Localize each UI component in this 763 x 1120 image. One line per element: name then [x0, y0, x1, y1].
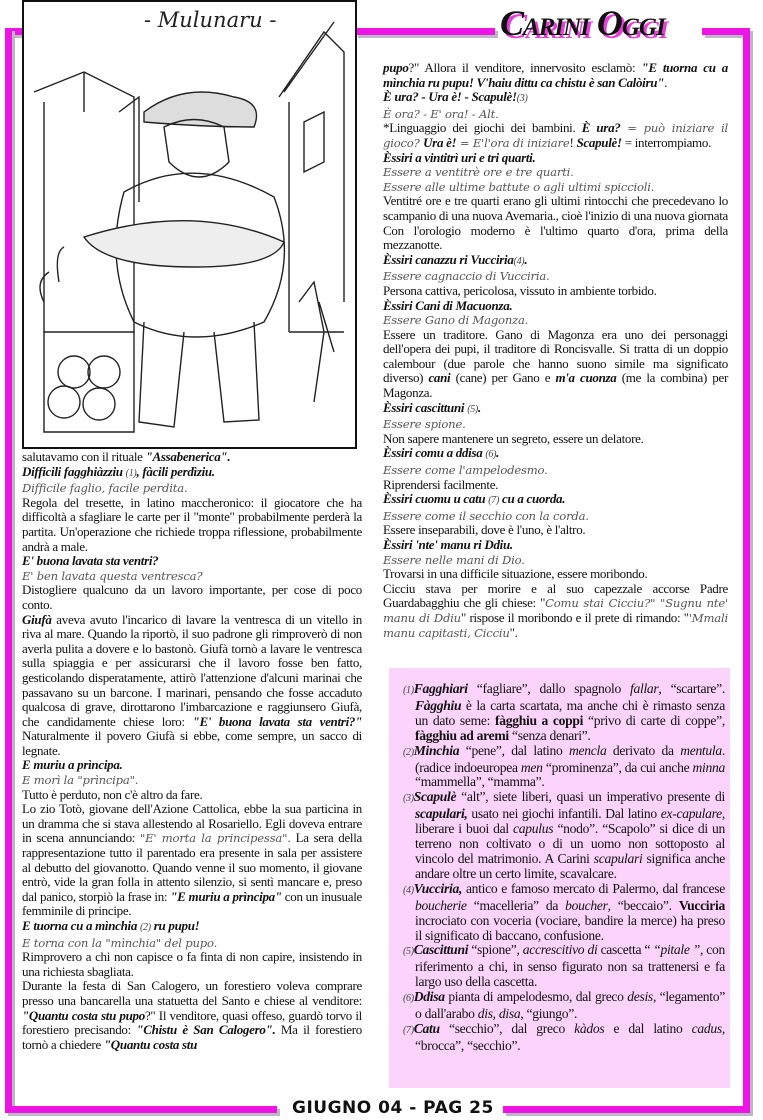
text-run: Vucciria — [678, 897, 725, 913]
text-run: desis — [627, 989, 653, 1005]
text-run: “spione”, — [468, 942, 523, 958]
footnote — [403, 943, 725, 990]
text-run: Persona cattiva, pericolosa, vissuto in ambiente torbido. — [383, 282, 657, 298]
text-run: ex-capulare — [660, 806, 722, 822]
text-run: scapulari — [593, 850, 643, 866]
paragraph — [383, 582, 728, 640]
text-run: ". — [509, 624, 518, 640]
text-run: cadus — [691, 1020, 722, 1036]
paragraph — [383, 107, 728, 122]
text-run: , liberare i buoi dal — [415, 806, 725, 837]
text-run: Catu — [413, 1020, 440, 1036]
paragraph — [22, 979, 362, 1052]
footnote-ref: (6) — [485, 449, 497, 461]
paragraph — [383, 299, 728, 314]
text-run: 'Mmali manu capitasti, Cicciu — [383, 610, 728, 640]
paragraph — [22, 554, 362, 569]
text-run: , “brocca”, “secchio”. — [415, 1020, 725, 1053]
text-run: . — [496, 445, 500, 461]
text-run: Essere come il secchio con la corda. — [383, 508, 589, 523]
paragraph — [22, 496, 362, 554]
paragraph — [22, 583, 362, 612]
text-run: ?" Allora il venditore, innervosito esclamò: — [408, 60, 642, 75]
text-run: "E' buona lavata sta ventri?" — [192, 713, 362, 729]
paragraph — [383, 180, 728, 195]
text-run: accrescitivo di — [522, 942, 598, 958]
footnote-ref: (4) — [513, 255, 525, 267]
text-run: Essere Gano di Magonza. — [383, 313, 529, 328]
text-run: usato nei giochi infantili. Dal latino — [467, 806, 661, 822]
paragraph — [383, 284, 728, 299]
text-run: "Chistu è San Calogero". — [136, 1022, 276, 1038]
text-run: Difficile faglio, facile perdita. — [22, 481, 188, 496]
text-run: mentula — [680, 742, 722, 758]
text-run: Scapulè! — [576, 134, 622, 150]
footnote-ref: (7) — [488, 495, 500, 507]
text-run: aveva avuto l'incarico di lavare la ventresca di un vitello in riva al mare. Quando la riportò, il suo padrone gli rimproverò di non averla pulita a dovere e lo bastonò. Giufà tornò a lavare le ventresca sulla spiaggia e per assicurarsi che il lavoro fosse ben fatto, gesticolando disperatamente, attirò l'attenzione d'alcuni marinai che passavano su un barcone. I marinari, pensando che fosse accaduto qualcosa di grave, dirottarono l'imbarcazione e raggiunsero Giufà, che candidamente chiese loro: — [22, 611, 362, 729]
text-run: , “giungo”. — [520, 1006, 578, 1022]
text-run: men — [520, 759, 543, 775]
text-run: “secchio”, dal greco — [439, 1020, 575, 1036]
paragraph — [383, 523, 728, 538]
text-run: boucherie — [415, 897, 467, 913]
text-run: "E tuorna cu a mìnchia ru pupu! V'haiu dittu ca chistu è san Calòiru" — [383, 60, 728, 90]
text-run: Fagghiari — [413, 681, 468, 696]
text-run: Essere cagnaccio di Vucciria. — [383, 269, 550, 284]
text-run: "Quantu costa stu — [103, 1036, 198, 1052]
text-run: pianta di ampelodesmo, dal greco — [444, 989, 628, 1005]
right-column-text — [383, 61, 728, 640]
footnote — [403, 1022, 725, 1054]
paragraph — [383, 269, 728, 284]
text-run: E morì la "prìncipa". — [22, 773, 139, 788]
text-run: fàgghiu a coppi — [494, 712, 584, 728]
footnote-ref: (6) — [403, 993, 414, 1005]
text-run: . (radice indoeuropea — [415, 742, 725, 775]
paragraph — [383, 478, 728, 493]
frame-bottom-left — [5, 1106, 277, 1113]
text-run: minna — [692, 759, 725, 775]
paragraph — [383, 328, 728, 401]
illustration-mulunaru — [22, 0, 357, 449]
text-run: , “scartare”. — [658, 681, 725, 696]
text-run: con un inusuale femminile di principe. — [22, 888, 362, 919]
frame-right — [743, 28, 750, 1113]
frame-left — [5, 28, 12, 1113]
text-run: Tutto è perduto, non c'è altro da fare. — [22, 786, 203, 802]
text-run: E' ben lavata questa ventresca? — [22, 568, 203, 583]
text-run: “pitale ” — [653, 942, 701, 958]
footnote-ref: (3) — [516, 93, 528, 105]
text-run: Cascittuni — [413, 942, 469, 958]
footnote-ref: (2) — [140, 922, 151, 933]
paragraph — [22, 481, 362, 496]
text-run: “fagliare”, dallo spagnolo — [467, 681, 630, 696]
text-run: dis, disa — [477, 1006, 521, 1022]
text-run: "E' morta la principessa". — [139, 831, 291, 846]
text-run: (cane) per Gano e — [450, 370, 556, 386]
text-run: e dal latino — [604, 1020, 692, 1036]
paragraph — [383, 417, 728, 432]
text-run: = E'l'ora di iniziare — [456, 135, 570, 150]
footnote — [403, 990, 725, 1022]
text-run: Èssiri comu a ddisa — [383, 445, 486, 461]
text-run: è la carta scartata, ma anche chi è rimasto senza un dato seme: — [415, 697, 725, 728]
text-run: "Quantu costa stu pupo — [22, 1007, 145, 1023]
text-run: Ddisa — [413, 989, 445, 1005]
text-run: Essere inseparabili, dove è l'uno, è l'altro. — [383, 522, 586, 538]
text-run: È ura? — [581, 120, 621, 136]
frame-bottom-right — [503, 1106, 750, 1113]
text-run: Scapulè — [413, 789, 457, 805]
text-run: Trovarsi in una difficile situazione, essere moribondo. — [383, 566, 648, 582]
text-run: Non sapere mantenere un segreto, essere un delatore. — [383, 430, 644, 446]
text-run: "Assabenerica". — [145, 449, 231, 464]
text-run: cascetta “ — [597, 942, 654, 958]
text-run: Essere a ventitrè ore e tre quarti. — [383, 165, 574, 180]
text-run: , “legamento” o dall'arabo — [415, 989, 725, 1022]
paragraph — [383, 151, 728, 166]
text-run: kàdos — [574, 1020, 605, 1036]
footnote-ref: (4) — [403, 884, 414, 896]
paragraph — [22, 919, 362, 936]
text-run: È ora? - E' ora! - Alt. — [383, 106, 499, 121]
footnote — [403, 744, 725, 791]
text-run: , “beccaio”. — [607, 897, 679, 913]
text-run: " rispose il moribondo e il prete di rimando: " — [460, 609, 689, 625]
text-run: derivato da — [606, 742, 681, 758]
text-run: Èssiri Cani di Macuonza. — [383, 297, 513, 313]
paragraph — [383, 509, 728, 524]
text-run: , con riferimento a chi, in senso figurato non sa trattenersi e fa largo uso della cascetta. — [415, 942, 725, 990]
text-run: Essere un traditore. Gano di Magonza era uno dei personaggi dell'opera dei pupi, il traditore di Roncisvalle. Si tratta di un doppio calembour (due parole che hanno suono simile ma significato diverso) — [383, 326, 728, 386]
text-run: Ventitré ore e tre quarti erano gli ultimi rintocchi che precedevano lo scampanio di una nuova Avemaria., cioè l'inizio di una nuova giornata Con l'orologio moderno è l'ultimo quarto d'ora, prima della mezzanotte. — [383, 193, 728, 253]
text-run: E torna con la "mìnchia" del pupo. — [22, 935, 218, 950]
text-run: ! — [569, 134, 577, 150]
text-run: Èssiri cascittuni — [383, 399, 468, 415]
paragraph — [383, 538, 728, 553]
text-run: boucher — [565, 897, 608, 913]
text-run: Essere alle ultime battute o agli ultimi spiccioli. — [383, 179, 655, 194]
text-run: “mammella”, “mamma”. — [415, 774, 545, 790]
text-run: capulus — [513, 821, 554, 837]
text-run: significa anche andare oltre un certo limite, scavalcare. — [415, 850, 725, 881]
footnote-ref: (5) — [467, 403, 478, 415]
footnote-ref: (5) — [403, 946, 414, 958]
text-run: fàgghiu ad aremi — [415, 727, 509, 743]
text-run: Ma il forestiero tornò a chiedere — [22, 1022, 362, 1052]
text-run: La sera della rappresentazione tutto il parentado era presente in sala per assistere al debutto del giovanotto. Quando venne il suo momento, il giovane entrò, vide la gran folla in attento silenzio, si sentì mancare e, preso dal panico, storpiò la frase in: — [22, 830, 363, 904]
text-run: Essere come l'ampelodesmo. — [383, 463, 548, 478]
text-run: mencla — [568, 742, 607, 758]
paragraph — [383, 463, 728, 478]
paragraph — [22, 758, 362, 773]
paragraph — [383, 446, 728, 463]
text-run: m'a cuonza — [555, 370, 617, 386]
text-run: Rimprovero a chi non capisce o fa finta di non capire, insistendo in una richiesta sbagliata. — [22, 949, 362, 979]
footnote — [403, 682, 725, 744]
text-run: Vucciria, — [413, 880, 463, 896]
sketch-drawing — [24, 2, 355, 447]
text-run: antico e famoso mercato di Palermo, dal francese — [462, 880, 725, 896]
text-run: (me la combina) per Magonza. — [383, 370, 729, 401]
paragraph — [22, 569, 362, 584]
footnote-ref: (1) — [403, 685, 414, 696]
text-run: E muriu a prìncipa. — [22, 757, 123, 773]
text-run: Durante la festa di San Calogero, un forestiero voleva comprare presso una bancarella una statuetta del Santo e chiese al venditore: — [22, 978, 362, 1008]
text-run: cani — [428, 370, 451, 386]
paragraph — [383, 567, 728, 582]
text-run: pupo — [383, 60, 409, 75]
text-run: Fàgghiu — [415, 697, 462, 713]
text-run: E tuorna cu a mìnchia — [22, 918, 141, 933]
paragraph — [383, 401, 728, 418]
text-run: . — [524, 251, 528, 267]
text-run: È ura? - Ura è! - Scapulè! — [383, 89, 517, 105]
text-run: Cicciu stava per morire e al suo capezzale accorse Padre Guardabagghiu che gli chiese: " — [383, 580, 728, 611]
text-run: = interrompiamo. — [621, 134, 712, 150]
footnotes-box — [389, 668, 730, 1088]
text-run: Ura è! — [423, 134, 457, 150]
text-run: salutavamo con il rituale — [22, 449, 146, 464]
left-column-text — [22, 450, 362, 1052]
text-run: Riprendersi facilmente. — [383, 476, 499, 492]
text-run: Naturalmente il povero Giufà si ebbe, come sempre, un sacco di legnate. — [22, 728, 362, 758]
paragraph — [22, 788, 362, 803]
text-run: "E muriu a prìncipa" — [170, 888, 282, 904]
footnote-ref: (2) — [403, 746, 414, 758]
masthead-logo: Carini Oggi — [500, 3, 665, 43]
paragraph — [22, 802, 362, 919]
text-run: Èssiri canazzu ri Vucciria — [383, 251, 514, 267]
footnote-ref: (7) — [403, 1024, 414, 1036]
text-run: Distogliere qualcuno da un lavoro importante, per cose di poco conto. — [22, 582, 362, 612]
frame-top-middle — [355, 28, 495, 35]
paragraph — [22, 613, 362, 759]
text-run: fallar — [630, 681, 659, 696]
footnote — [403, 882, 725, 944]
text-run: “pene”, dal latino — [459, 742, 569, 758]
text-run: . — [477, 399, 481, 415]
text-run: . — [664, 74, 668, 90]
footnote-ref: (3) — [403, 793, 414, 805]
text-run: Minchia — [413, 742, 460, 758]
text-run: Èssiri a vintitrì uri e tri quarti. — [383, 149, 536, 165]
text-run: ?" Il venditore, quasi offeso, guardò torvo il forestiero precisando: — [22, 1007, 362, 1038]
illustration-caption: - Mulunaru - — [144, 8, 277, 32]
text-run: Èssiri 'nte' manu ri Ddiu. — [383, 537, 513, 552]
text-run: cu a cuorda. — [499, 491, 566, 507]
paragraph — [383, 253, 728, 270]
text-run: Regola del tresette, in latino maccheronico: il giocatore che ha difficoltà a sfagliare le carte per il "monte" probabilmente perderà la partita. Un'operazione che richiede troppa riflessione, probabilmente andrà a male. — [22, 494, 362, 554]
paragraph — [22, 450, 362, 465]
paragraph — [22, 950, 362, 979]
paragraph — [383, 313, 728, 328]
paragraph — [383, 194, 728, 252]
paragraph — [383, 492, 728, 509]
paragraph — [22, 936, 362, 951]
text-run: “senza denari”. — [508, 727, 591, 743]
text-run: Lo zio Totò, giovane dell'Azione Cattolica, ebbe la sua particina in un dramma che si stava allestendo al Rosariello. Egli doveva entrare in scena annunciando: — [22, 801, 362, 846]
text-run: Essere nelle mani di Dio. — [383, 552, 525, 567]
text-run: “nodo”. “Scapolo” si dice di un terreno non coltivato o di un uomo non sottoposto al vincolo del matrimonio. A Carini — [415, 821, 726, 866]
text-run: Comu stai Cicciu?" "Sugnu nte' manu di Ddiu — [383, 596, 728, 625]
text-run: , fàcili perdìziu. — [136, 463, 215, 479]
footnote-ref: (1) — [125, 467, 137, 479]
paragraph — [383, 90, 728, 107]
text-run: scapulari, — [415, 806, 468, 822]
paragraph — [383, 553, 728, 568]
paragraph — [383, 165, 728, 180]
text-run: incrociato con voceria (vociare, bandire la merce) ha preso il significato di baccano, confusione. — [415, 912, 725, 943]
text-run: “macelleria” da — [466, 897, 566, 913]
paragraph — [383, 61, 728, 90]
paragraph — [383, 121, 728, 150]
text-run: Èssiri cuomu u catu — [383, 491, 489, 507]
text-run: “alt”, siete liberi, quasi un imperativo presente di — [456, 789, 725, 805]
text-run: E' buona lavata sta ventri? — [22, 553, 159, 569]
text-run: Essere spione. — [383, 417, 466, 432]
footnote — [403, 790, 725, 881]
text-run: “prominenza”, da cui anche — [542, 759, 693, 775]
footnotes-list — [403, 682, 725, 1054]
text-run: = può iniziare il gioco? — [383, 121, 729, 150]
text-run: Difficili fagghiàzziu — [22, 463, 126, 479]
page-footer: GIUGNO 04 - PAG 25 — [292, 1098, 494, 1118]
paragraph — [383, 432, 728, 447]
text-run: “privo di carte di coppe”, — [583, 712, 725, 728]
paragraph — [22, 773, 362, 788]
text-run: *Linguaggio dei giochi dei bambini. — [383, 120, 582, 136]
text-run: ru pupu! — [150, 918, 200, 933]
text-run: Giufà — [22, 611, 52, 627]
paragraph — [22, 465, 362, 482]
